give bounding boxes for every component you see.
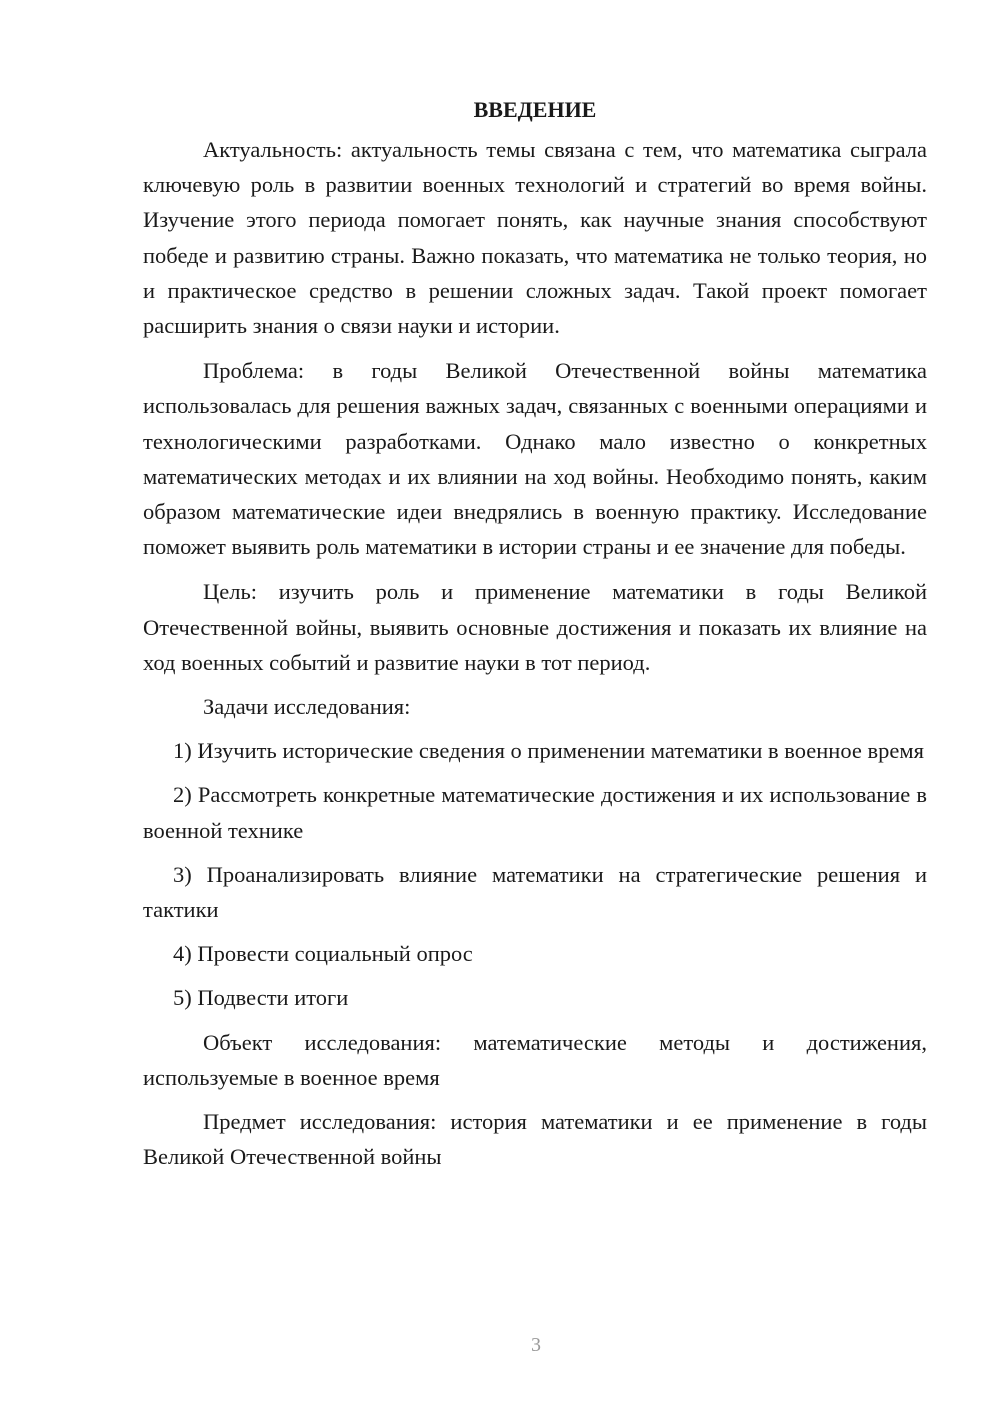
- page-title: ВВЕДЕНИЕ: [473, 97, 597, 122]
- subject-paragraph: Предмет исследования: история математики и ее применение в годы Великой Отечественной войны: [143, 1109, 927, 1170]
- task-item-1: 1) Изучить исторические сведения о применении математики в военное время: [173, 738, 924, 764]
- tasks-heading: Задачи исследования:: [203, 694, 411, 720]
- task-item-3: 3) Проанализировать влияние математики на стратегические решения и тактики: [143, 861, 927, 923]
- task-item-5: 5) Подвести итоги: [173, 985, 349, 1011]
- page-number: 3: [531, 1334, 541, 1356]
- document-page: [143, 92, 927, 1174]
- task-item-2: 2) Рассмотреть конкретные математические достижения и их использование в военной технике: [143, 782, 927, 843]
- task-item-4: 4) Провести социальный опрос: [173, 941, 473, 967]
- goal-paragraph: Цель: изучить роль и применение математики в годы Великой Отечественной войны, выявить основные достижения и показать их влияние на ход военных событий и развитие науки в тот период.: [143, 579, 927, 675]
- relevance-paragraph: Актуальность: актуальность темы связана с тем, что математика сыграла ключевую роль в развитии военных технологий и стратегий во время войны. Изучение этого периода помогает понять, как научные знания способствуют победе и развитию страны. Важно показать, что математика не только теория, но и практическое средство в решении сложных задач. Такой проект помогает расширить знания о связи науки и истории.: [143, 137, 927, 339]
- problem-paragraph: Проблема: в годы Великой Отечественной войны математика использовалась для решения важных задач, связанных с военными операциями и технологическими разработками. Однако мало известно о конкретных математических методах и их влиянии на ход войны. Необходимо понять, каким образом математические идеи внедрялись в военную практику. Исследование поможет выявить роль математики в истории страны и ее значение для победы.: [143, 358, 927, 560]
- object-paragraph: Объект исследования: математические методы и достижения, используемые в военное время: [143, 1029, 927, 1090]
